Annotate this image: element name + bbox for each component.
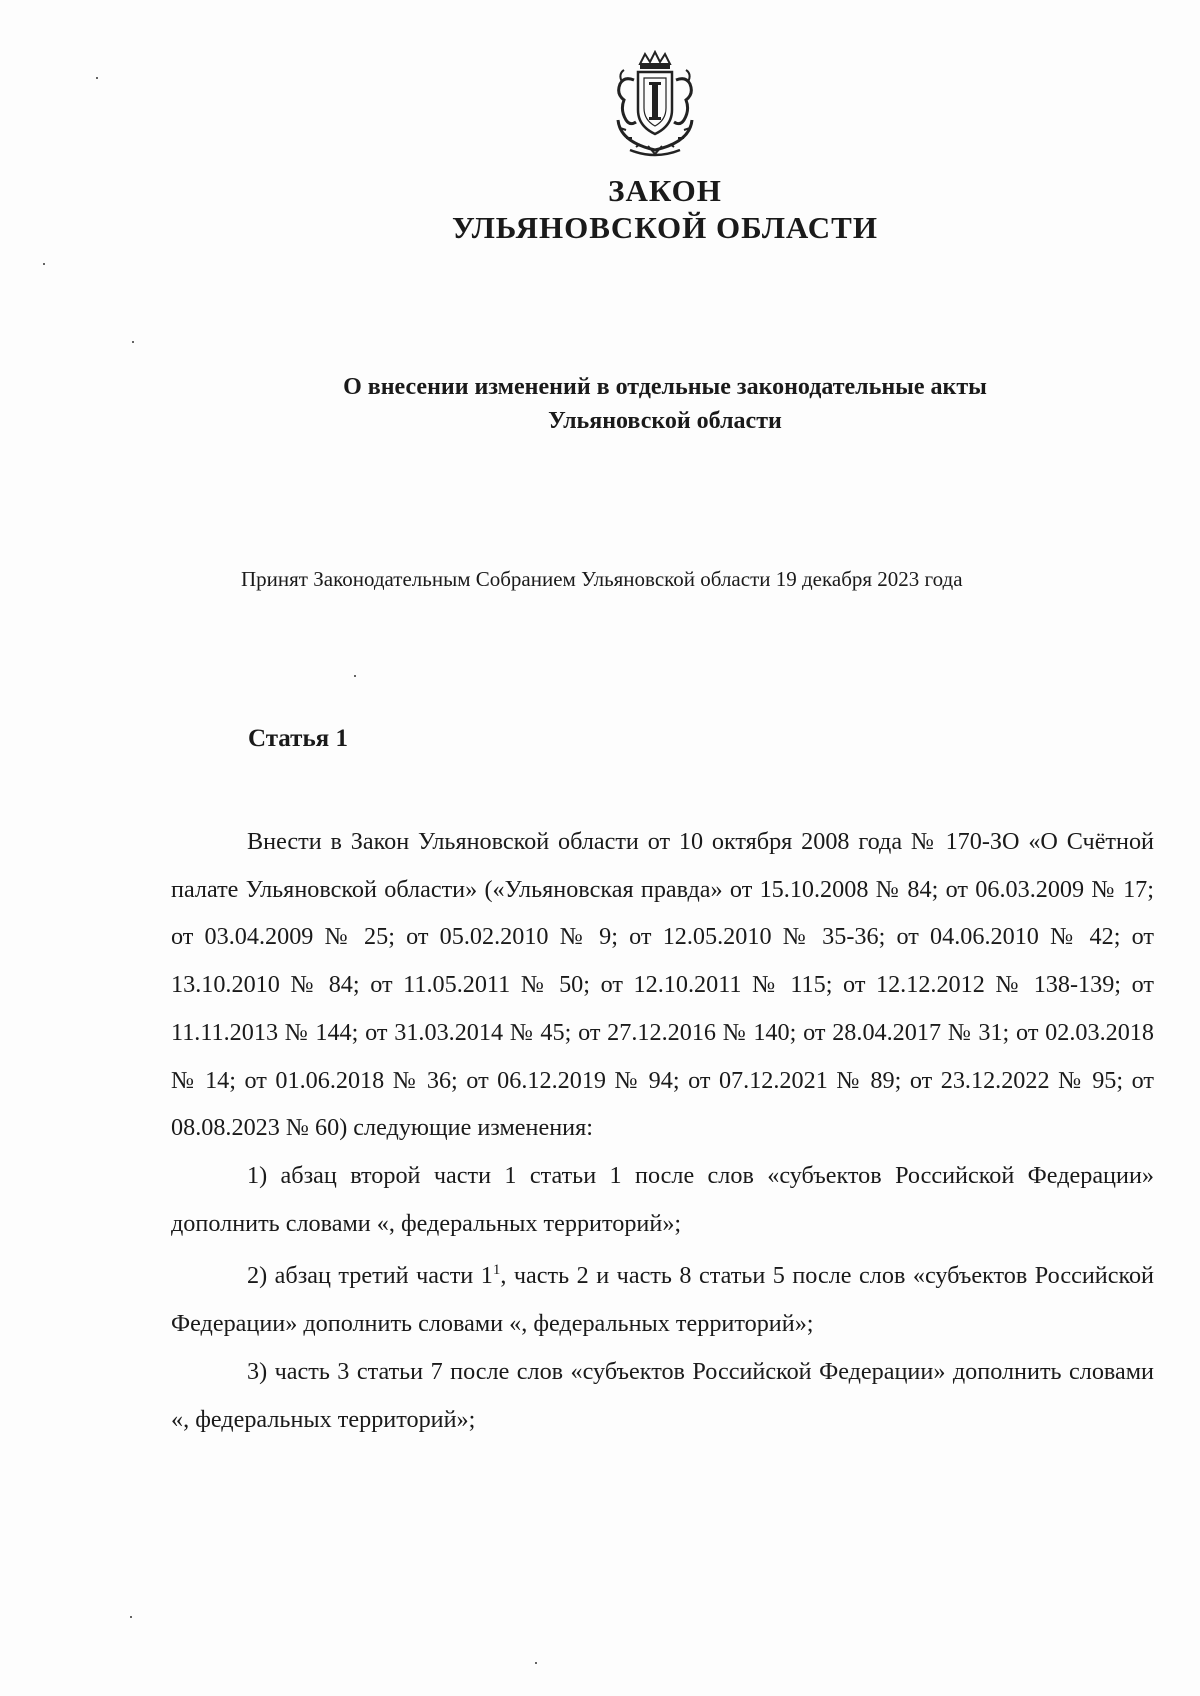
article-heading: Статья 1 xyxy=(248,725,348,752)
scan-speck xyxy=(535,1662,537,1664)
scan-speck xyxy=(130,1616,132,1618)
document-title-line-1: О внесении изменений в отдельные законодательные акты xyxy=(343,374,987,400)
article-body xyxy=(171,818,1154,1443)
document-title-line-2: Ульяновской области xyxy=(548,408,782,434)
scan-speck xyxy=(132,341,134,343)
amendment-item-2-start: 2) абзац третий части 1 xyxy=(247,1262,493,1290)
amendment-item-3: 3) часть 3 статьи 7 после слов «субъектов Российской Федерации» дополнить словами «, федеральных территорий»; xyxy=(171,1357,1154,1433)
amendment-item-2 xyxy=(171,1247,1154,1347)
scan-speck xyxy=(43,263,45,265)
document-type: ЗАКОН xyxy=(608,173,722,208)
amendment-item-2-rest: , часть 2 и часть 8 статьи 5 после слов «субъектов Российской Федерации» дополнить словами «, федеральных территорий»; xyxy=(171,1262,1154,1338)
amendment-item-2-superscript: 1 xyxy=(492,1262,501,1279)
scan-speck xyxy=(354,675,356,677)
coat-of-arms-icon xyxy=(600,50,710,160)
article-intro-paragraph: Внести в Закон Ульяновской области от 10 октября 2008 года № 170-ЗО «О Счётной палате Ульяновской области» («Ульяновская правда» от 15.10.2008 № 84; от 06.03.2009 № 17; от 03.04.2009 № 25; от 05.02.2010 № 9; от 12.05.2010 № 35-36; от 04.06.2010 № 42; от 13.10.2010 № 84; от 11.05.2011 № 50; от 12.10.2011 № 115; от 12.12.2012 № 138-139; от 11.11.2013 № 144; от 31.03.2014 № 45; от 27.12.2016 № 140; от 28.04.2017 № 31; от 02.03.2018 № 14; от 01.06.2018 № 36; от 06.12.2019 № 94; от 07.12.2021 № 89; от 23.12.2022 № 95; от 08.08.2023 № 60) следующие изменения: xyxy=(171,828,1154,1142)
adoption-statement: Принят Законодательным Собранием Ульяновской области 19 декабря 2023 года xyxy=(241,567,963,591)
document-region: УЛЬЯНОВСКОЙ ОБЛАСТИ xyxy=(452,210,878,245)
amendment-item-1: 1) абзац второй части 1 статьи 1 после слов «субъектов Российской Федерации» дополнить словами «, федеральных территорий»; xyxy=(171,1161,1154,1237)
scan-speck xyxy=(96,77,98,79)
